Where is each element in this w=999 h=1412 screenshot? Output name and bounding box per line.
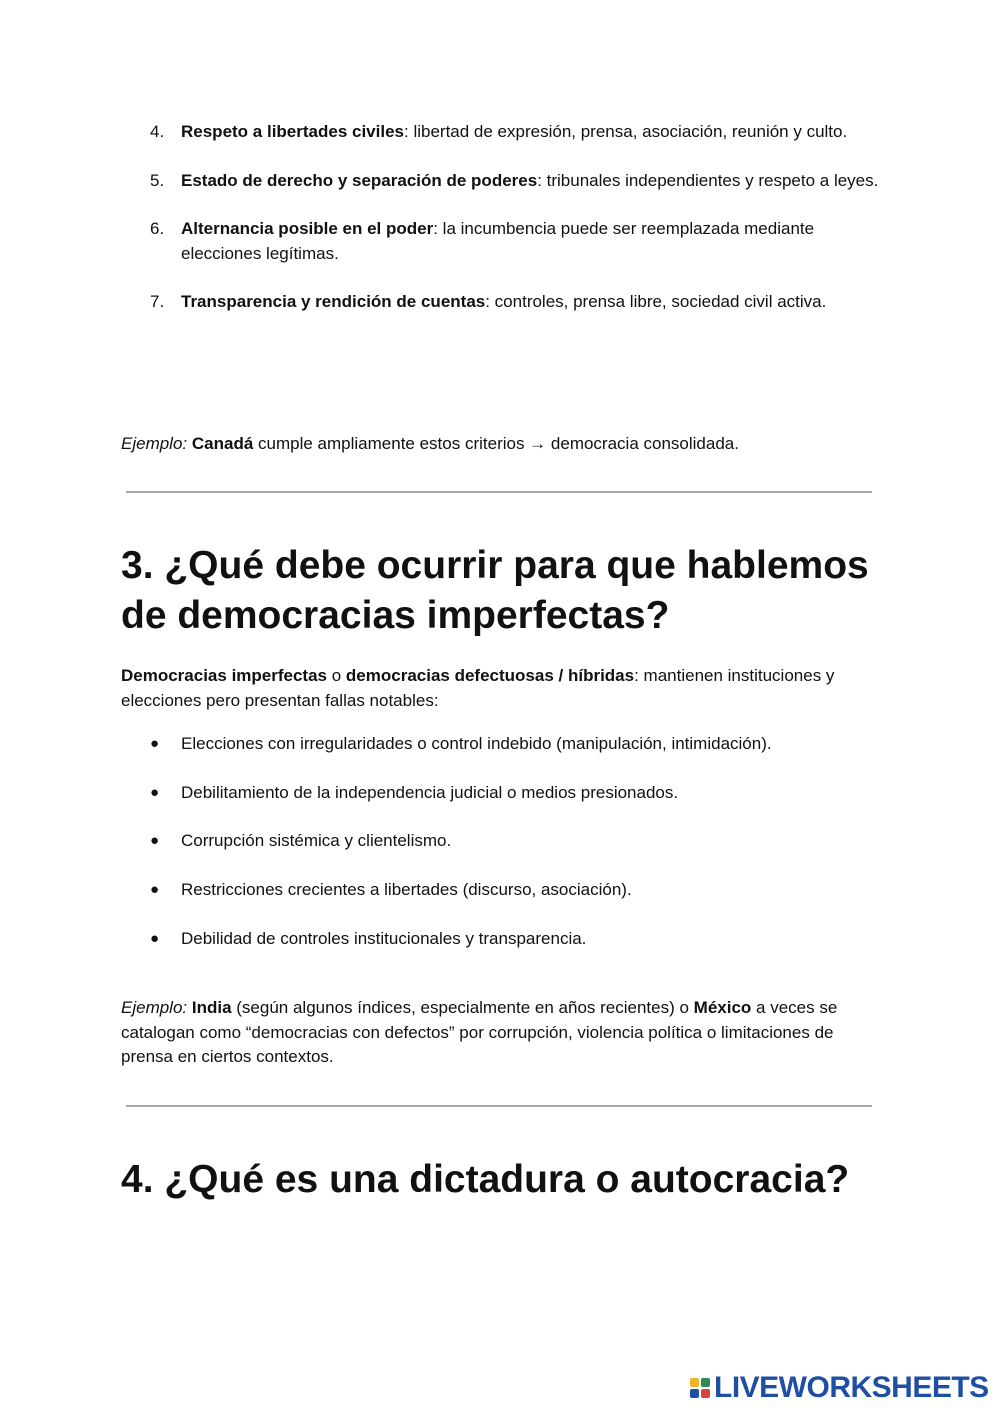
logo-square	[701, 1389, 710, 1398]
example-label: Ejemplo:	[121, 998, 188, 1017]
example-country: Canadá	[191, 434, 254, 453]
example-text-1: (según algunos índices, especialmente en años recientes) o	[231, 998, 694, 1017]
list-item-text: : la incumbencia puede ser reemplazada mediante elecciones legítimas.	[181, 219, 815, 263]
list-item	[121, 290, 881, 315]
intro-term-2: democracias defectuosas / híbridas	[345, 666, 635, 685]
list-item-text: Restricciones crecientes a libertades (discurso, asociación).	[181, 880, 632, 900]
list-item-text: Elecciones con irregularidades o control indebido (manipulación, intimidación).	[181, 734, 772, 753]
list-item-text: : tribunales independientes y respeto a leyes.	[537, 170, 879, 190]
liveworksheets-logo	[690, 1372, 989, 1404]
intro-text: : mantienen instituciones y elecciones pero presentan fallas notables:	[121, 666, 835, 710]
example-canada	[121, 432, 881, 457]
example-text-2: a veces se catalogan como “democracias con defectos” por corrupción, violencia política o limitaciones de prensa en ciertos contextos.	[121, 998, 838, 1066]
list-number: 4.	[150, 122, 165, 141]
logo-grid-icon	[690, 1378, 710, 1398]
bullet-list	[121, 732, 881, 975]
bullet-icon: ●	[150, 929, 160, 947]
example-india-mexico	[121, 996, 881, 1070]
list-item	[121, 169, 881, 194]
list-item	[121, 781, 881, 806]
list-item-text: : controles, prensa libre, sociedad civil activa.	[485, 292, 827, 311]
bullet-icon: ●	[150, 832, 160, 850]
intro-term-1: Democracias imperfectas	[121, 666, 328, 685]
list-number: 7.	[150, 292, 165, 311]
bullet-icon: ●	[150, 783, 160, 801]
section-3-intro	[121, 664, 881, 713]
list-item	[121, 927, 881, 952]
list-item-text: Corrupción sistémica y clientelismo.	[181, 831, 452, 851]
example-text: cumple ampliamente estos criterios → democracia consolidada.	[253, 434, 739, 453]
intro-connector: o	[327, 666, 346, 685]
list-item	[121, 217, 881, 266]
bullet-icon: ●	[150, 881, 160, 899]
list-item	[121, 829, 881, 854]
horizontal-divider	[126, 1105, 872, 1107]
list-item-text: Debilidad de controles institucionales y transparencia.	[181, 928, 587, 948]
list-item	[121, 878, 881, 903]
list-item	[121, 732, 881, 757]
example-country-1: India	[191, 998, 232, 1017]
logo-square	[690, 1378, 699, 1387]
horizontal-divider	[126, 491, 872, 493]
list-item-text: Debilitamiento de la independencia judicial o medios presionados.	[181, 782, 679, 802]
list-number: 5.	[150, 170, 165, 190]
list-item	[121, 120, 881, 145]
list-item-term: Alternancia posible en el poder	[181, 219, 434, 238]
example-label: Ejemplo:	[121, 434, 188, 453]
list-item-term: Estado de derecho y separación de poderes	[181, 170, 538, 190]
bullet-icon: ●	[150, 735, 160, 752]
list-item-text: : libertad de expresión, prensa, asociación, reunión y culto.	[404, 122, 848, 141]
list-item-term: Transparencia y rendición de cuentas	[181, 292, 486, 311]
logo-square	[690, 1389, 699, 1398]
list-item-term: Respeto a libertades civiles	[181, 122, 404, 141]
logo-square	[701, 1378, 710, 1387]
list-number: 6.	[150, 219, 165, 238]
section-3-heading: 3. ¿Qué debe ocurrir para que hablemos de democracias imperfectas?	[121, 544, 869, 637]
section-4-heading: 4. ¿Qué es una dictadura o autocracia?	[121, 1158, 850, 1201]
logo-text: LIVEWORKSHEETS	[714, 1371, 989, 1404]
example-country-2: México	[693, 998, 752, 1017]
numbered-list	[121, 120, 881, 339]
